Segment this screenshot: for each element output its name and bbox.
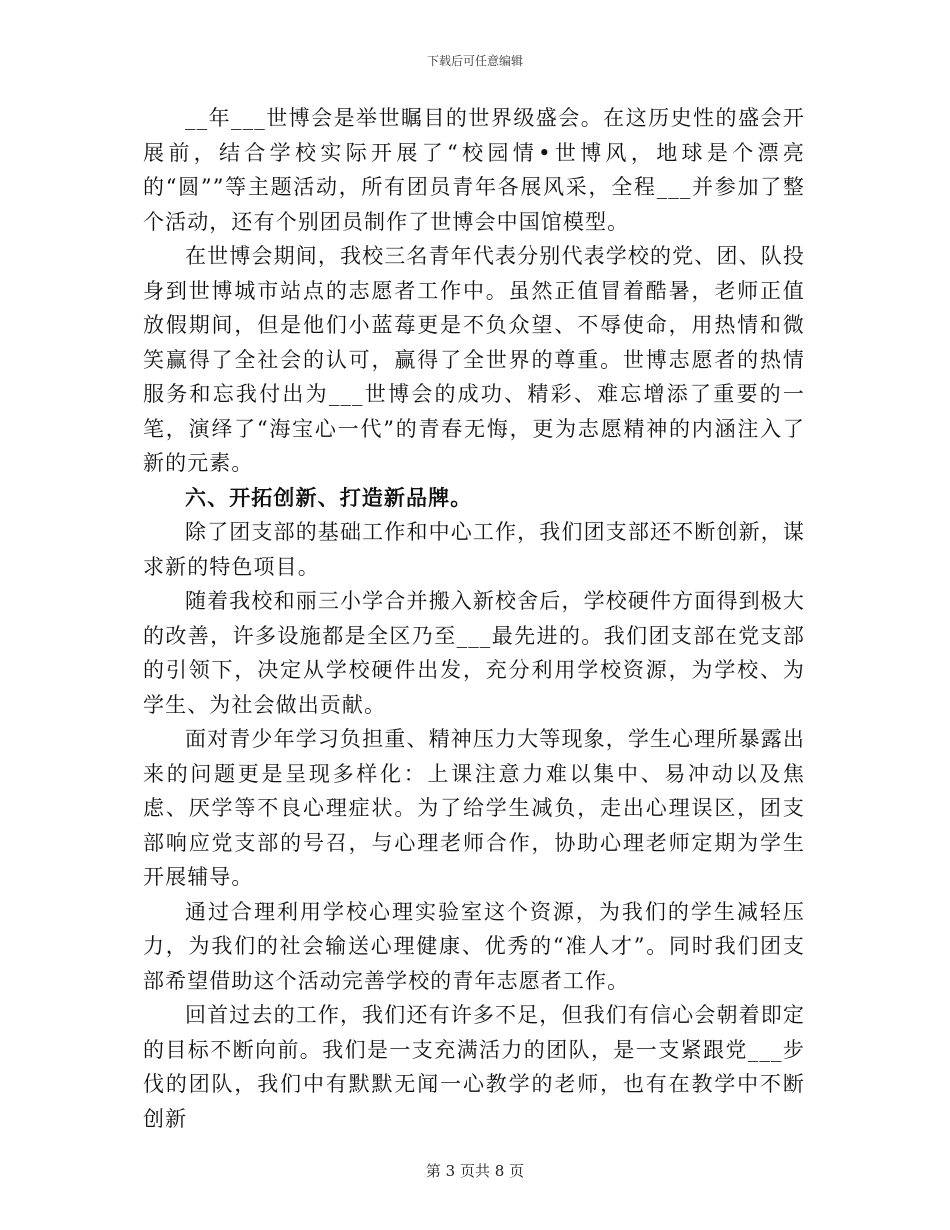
page-footer: 第 3 页共 8 页 — [425, 1162, 525, 1180]
paragraph-expo-volunteers: 在世博会期间，我校三名青年代表分别代表学校的党、团、队投身到世博城市站点的志愿者工作中。虽然正值冒着酷暑，老师正值放假期间，但是他们小蓝莓更是不负众望、不辱使命，用热情和微笑赢得了全社会的认可，赢得了全世界的尊重。世博志愿者的热情服务和忘我付出为___世博会的成功、精彩、难忘增添了重要的一笔，演绎了“海宝心一代”的青春无悔，更为志愿精神的内涵注入了新的元素。 — [143, 244, 805, 475]
paragraph-expo-activities: __年___世博会是举世瞩目的世界级盛会。在这历史性的盛会开展前，结合学校实际开展了“校园情•世博风，地球是个漂亮的“圆””等主题活动，所有团员青年各展风采，全程___并参加了整个活动，还有个别团员制作了世博会中国馆模型。 — [143, 106, 805, 234]
paragraph-innovation: 除了团支部的基础工作和中心工作，我们团支部还不断创新，谋求新的特色项目。 — [143, 520, 805, 579]
page-header: 下载后可任意编辑 — [426, 54, 523, 68]
document-body — [143, 101, 805, 1136]
paragraph-psychology: 面对青少年学习负担重、精神压力大等现象，学生心理所暴露出来的问题更是呈现多样化：上课注意力难以集中、易冲动以及焦虑、厌学等不良心理症状。为了给学生减负，走出心理误区，团支部响应党支部的号召，与心理老师合作，协助心理老师定期为学生开展辅导。 — [143, 727, 805, 889]
section-heading: 六、开拓创新、打造新品牌。 — [185, 484, 473, 510]
paragraph-psych-lab: 通过合理利用学校心理实验室这个资源，为我们的学生减轻压力，为我们的社会输送心理健康、优秀的“准人才”。同时我们团支部希望借助这个活动完善学校的青年志愿者工作。 — [143, 899, 805, 993]
paragraph-looking-back: 回首过去的工作，我们还有许多不足，但我们有信心会朝着即定的目标不断向前。我们是一支充满活力的团队，是一支紧跟党___步伐的团队，我们中有默默无闻一心教学的老师，也有在教学中不断创新 — [143, 1003, 805, 1131]
paragraph-new-campus: 随着我校和丽三小学合并搬入新校舍后，学校硬件方面得到极大的改善，许多设施都是全区乃至___最先进的。我们团支部在党支部的引领下，决定从学校硬件出发，充分利用学校资源，为学校、为学生、为社会做出贡献。 — [143, 589, 805, 717]
